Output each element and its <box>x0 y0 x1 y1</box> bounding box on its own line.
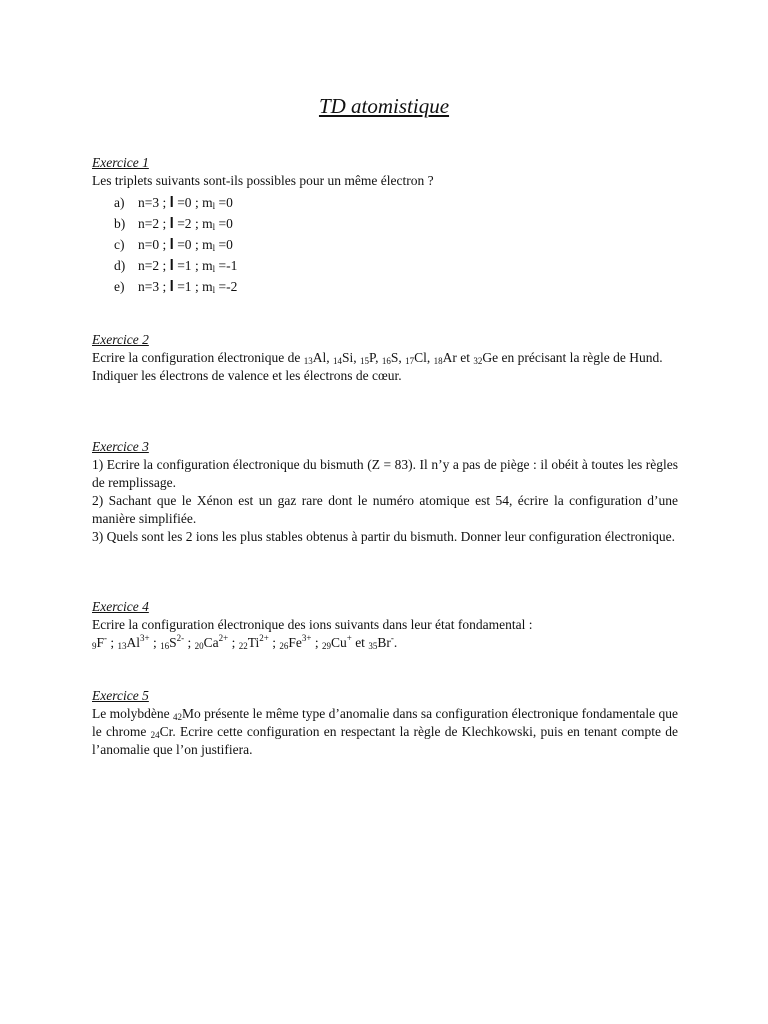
exercise-1-heading: Exercice 1 <box>92 155 149 170</box>
exercise-2-heading: Exercice 2 <box>92 332 149 347</box>
exercise-4 <box>92 598 678 652</box>
exercise-5 <box>92 687 678 759</box>
triplet-item: b) n=2 ; l =2 ; $m_l =0$ <box>114 215 233 232</box>
exercise-3-question-3: 3) Quels sont les 2 ions les plus stables obtenus à partir du bismuth. Donner leur configuration électronique. <box>92 529 676 544</box>
ion-symbol: $_{20}Ca^{2+}$ <box>194 633 229 651</box>
exercise-3-question-2: 2) Sachant que le Xénon est un gaz rare dont le numéro atomique est 54, écrire la configuration d’une manière simplifiée. <box>92 493 678 526</box>
element-symbol: $_{14}$Si <box>333 350 354 366</box>
exercise-3-question-1: 1) Ecrire la configuration électronique du bismuth (Z = 83). Il n’y a pas de piège : il obéit à toutes les règles de remplissage. <box>92 457 678 490</box>
exercise-3 <box>92 438 678 546</box>
ion-symbol: $_{26}Fe^{3+}$ <box>279 633 312 651</box>
element-symbol: $_{17}$Cl <box>405 350 427 366</box>
exercise-1-question: Les triplets suivants sont-ils possibles pour un même électron ? <box>92 173 434 188</box>
exercise-2-statement: Ecrire la configuration électronique de $_{13}$Al, $_{14}$Si, $_{15}$P, $_{16}$S, $_{17}$Cl, $_{18}$Ar et $_{32}$Ge en précisant la règle de Hund. <box>92 350 663 366</box>
element-symbol: $_{13}$Al <box>303 350 327 366</box>
element-list: $_{13}$Al, $_{14}$Si, $_{15}$P, $_{16}$S, $_{17}$Cl, $_{18}$Ar et $_{32}$Ge <box>303 350 499 366</box>
ion-symbol: $_{16}S^{2-}$ <box>160 633 185 651</box>
element-symbol: $_{32}$Ge <box>473 350 499 366</box>
element-symbol: $_{15}$P <box>360 350 376 366</box>
page-title: TD atomistique <box>318 94 450 118</box>
exercise-4-heading: Exercice 4 <box>92 599 149 614</box>
ion-symbol: $_{22}Ti^{2+}$ <box>238 633 269 651</box>
exercise-2-line2: Indiquer les électrons de valence et les électrons de cœur. <box>92 368 402 383</box>
ion-symbol: $_{29}$Cu+ <box>321 633 352 651</box>
element-symbol: $_{18}$Ar <box>433 350 457 366</box>
triplet-item: d) n=2 ; l =1 ; $m_l =-1$ <box>114 257 238 274</box>
ion-symbol: $_{35}$Br- <box>368 633 394 651</box>
exercise-5-statement: Le molybdène $_{42}$Mo présente le même type d’anomalie dans sa configuration électronique fondamentale que le chrome $_{24}$Cr. Ecrire cette configuration en respectant la règle de Klechkowski, puis en tenant compte de l’anomalie que l’on justifiera. <box>92 706 679 757</box>
ion-list: $_9$F- ; $_{13}Al^{3+}$ ; $_{16}S^{2-}$ ; $_{20}Ca^{2+}$ ; $_{22}Ti^{2+}$ ; $_{26}Fe^{3+}$ ; $_{29}$Cu+ et $_{35}$Br-. <box>92 633 398 651</box>
exercise-5-heading: Exercice 5 <box>92 688 149 703</box>
triplet-item: e) n=3 ; l =1 ; $m_l =-2$ <box>114 278 238 295</box>
triplet-item: a) n=3 ; l =0 ; $m_l =0$ <box>114 194 233 211</box>
triplet-item: c) n=0 ; l =0 ; $m_l =0$ <box>114 236 233 253</box>
element-symbol: $_{16}$S <box>381 350 399 366</box>
exercise-2 <box>92 331 678 385</box>
ion-symbol: $_{13}Al^{3+}$ <box>117 633 150 651</box>
exercise-4-intro: Ecrire la configuration électronique des ions suivants dans leur état fondamental : <box>92 617 533 632</box>
triplet-list <box>92 192 678 297</box>
exercise-3-heading: Exercice 3 <box>92 439 149 454</box>
ion-symbol: $_9$F- <box>92 633 108 651</box>
exercise-1 <box>92 154 678 297</box>
